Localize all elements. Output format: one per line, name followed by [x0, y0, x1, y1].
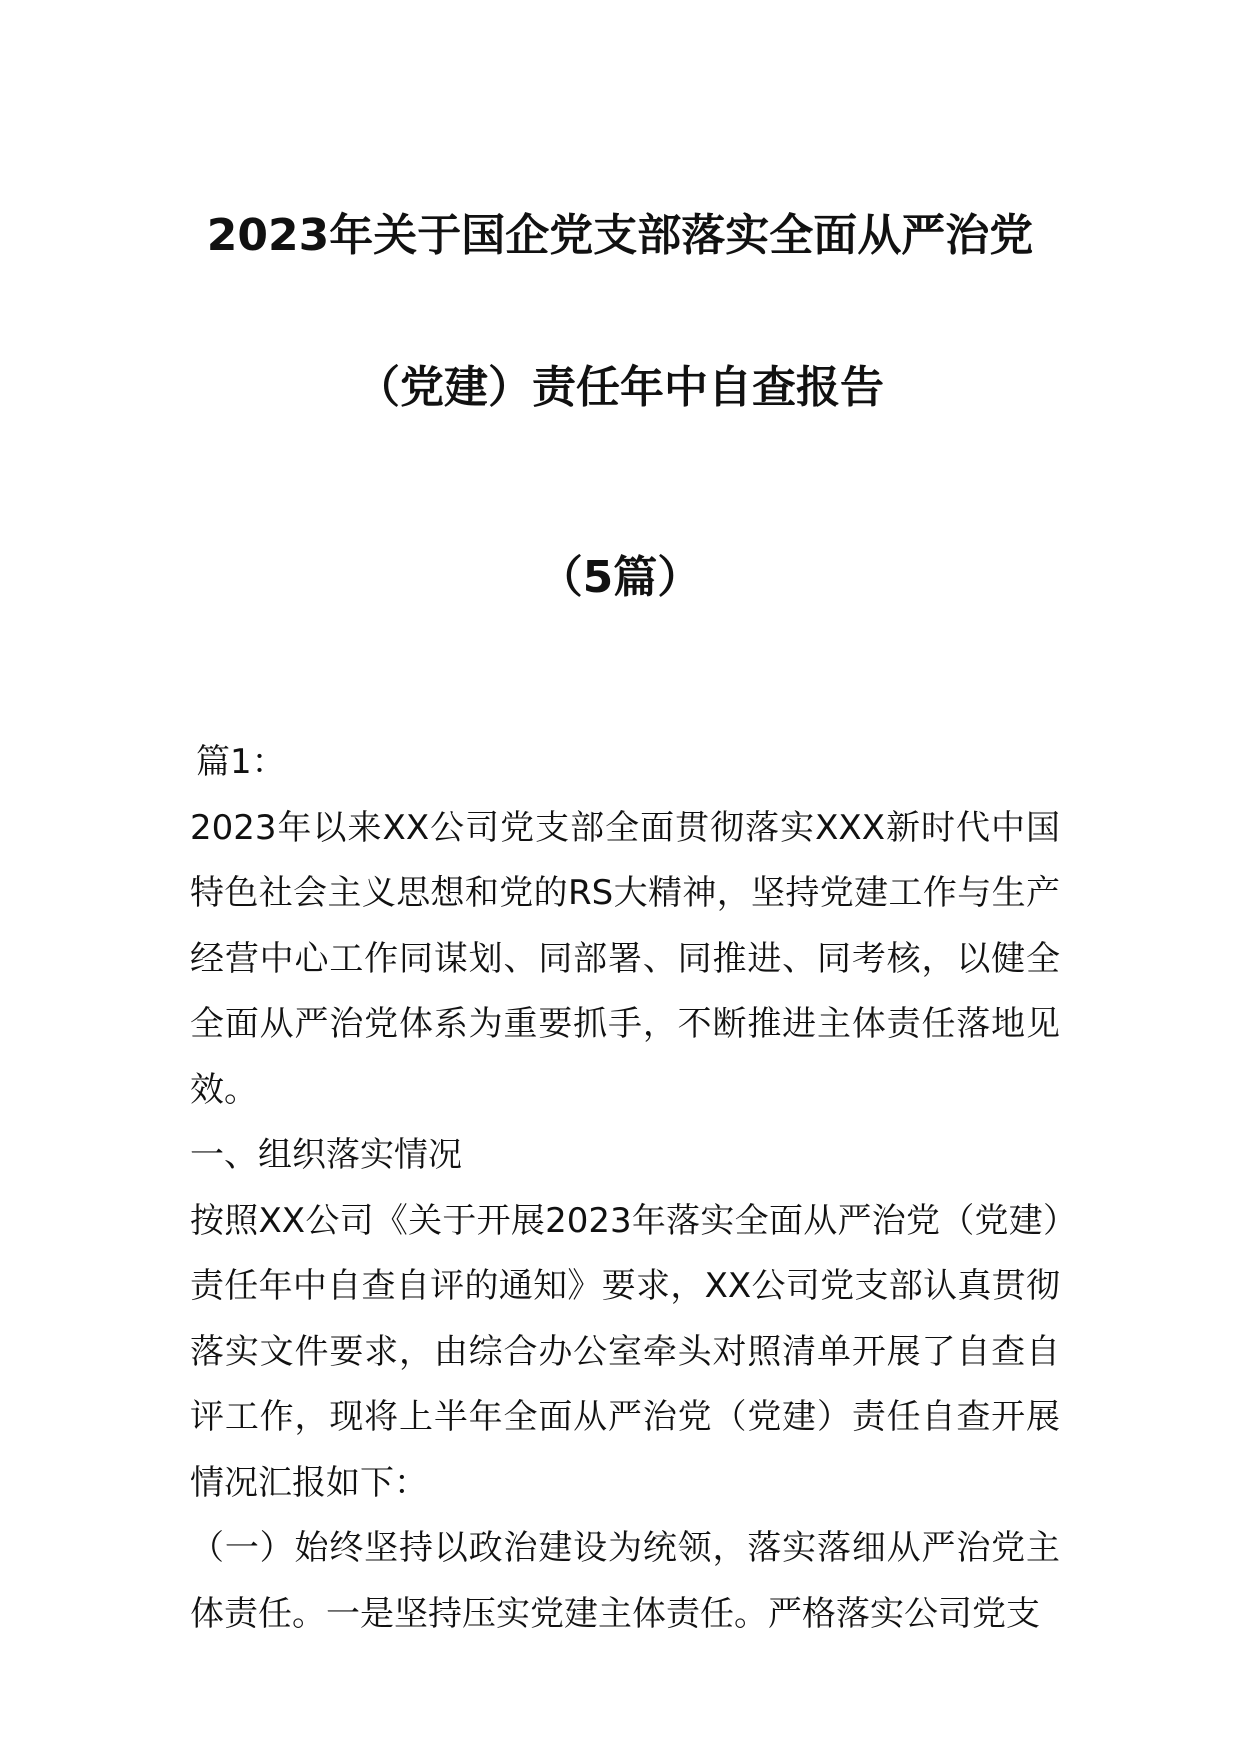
document-title-line-2: （党建）责任年中自查报告	[356, 362, 884, 413]
document-subtitle-count: （5篇）	[538, 552, 702, 603]
body-paragraph-intro: 2023年以来XX公司党支部全面贯彻落实XXX新时代中国特色社会主义思想和党的RS大精神，坚持党建工作与生产经营中心工作同谋划、同部署、同推进、同考核，以健全全面从严治党体系为重要抓手，不断推进主体责任落地见效。	[190, 807, 1060, 1110]
part-label: 篇1：	[196, 742, 286, 782]
body-paragraph-notice: 按照XX公司《关于开展2023年落实全面从严治党（党建）责任年中自查自评的通知》要求，XX公司党支部认真贯彻落实文件要求，由综合办公室牵头对照清单开展了自查自评工作，现将上半年全面从严治党（党建）责任自查开展情况汇报如下：	[190, 1200, 1060, 1503]
body-paragraph-subsection-1: （一）始终坚持以政治建设为统领，落实落细从严治党主体责任。一是坚持压实党建主体责任。严格落实公司党支	[190, 1528, 1060, 1634]
section-heading-1: 一、组织落实情况	[190, 1135, 462, 1175]
document-title-line-1: 2023年关于国企党支部落实全面从严治党	[206, 210, 1034, 261]
document-body	[190, 730, 1060, 1647]
